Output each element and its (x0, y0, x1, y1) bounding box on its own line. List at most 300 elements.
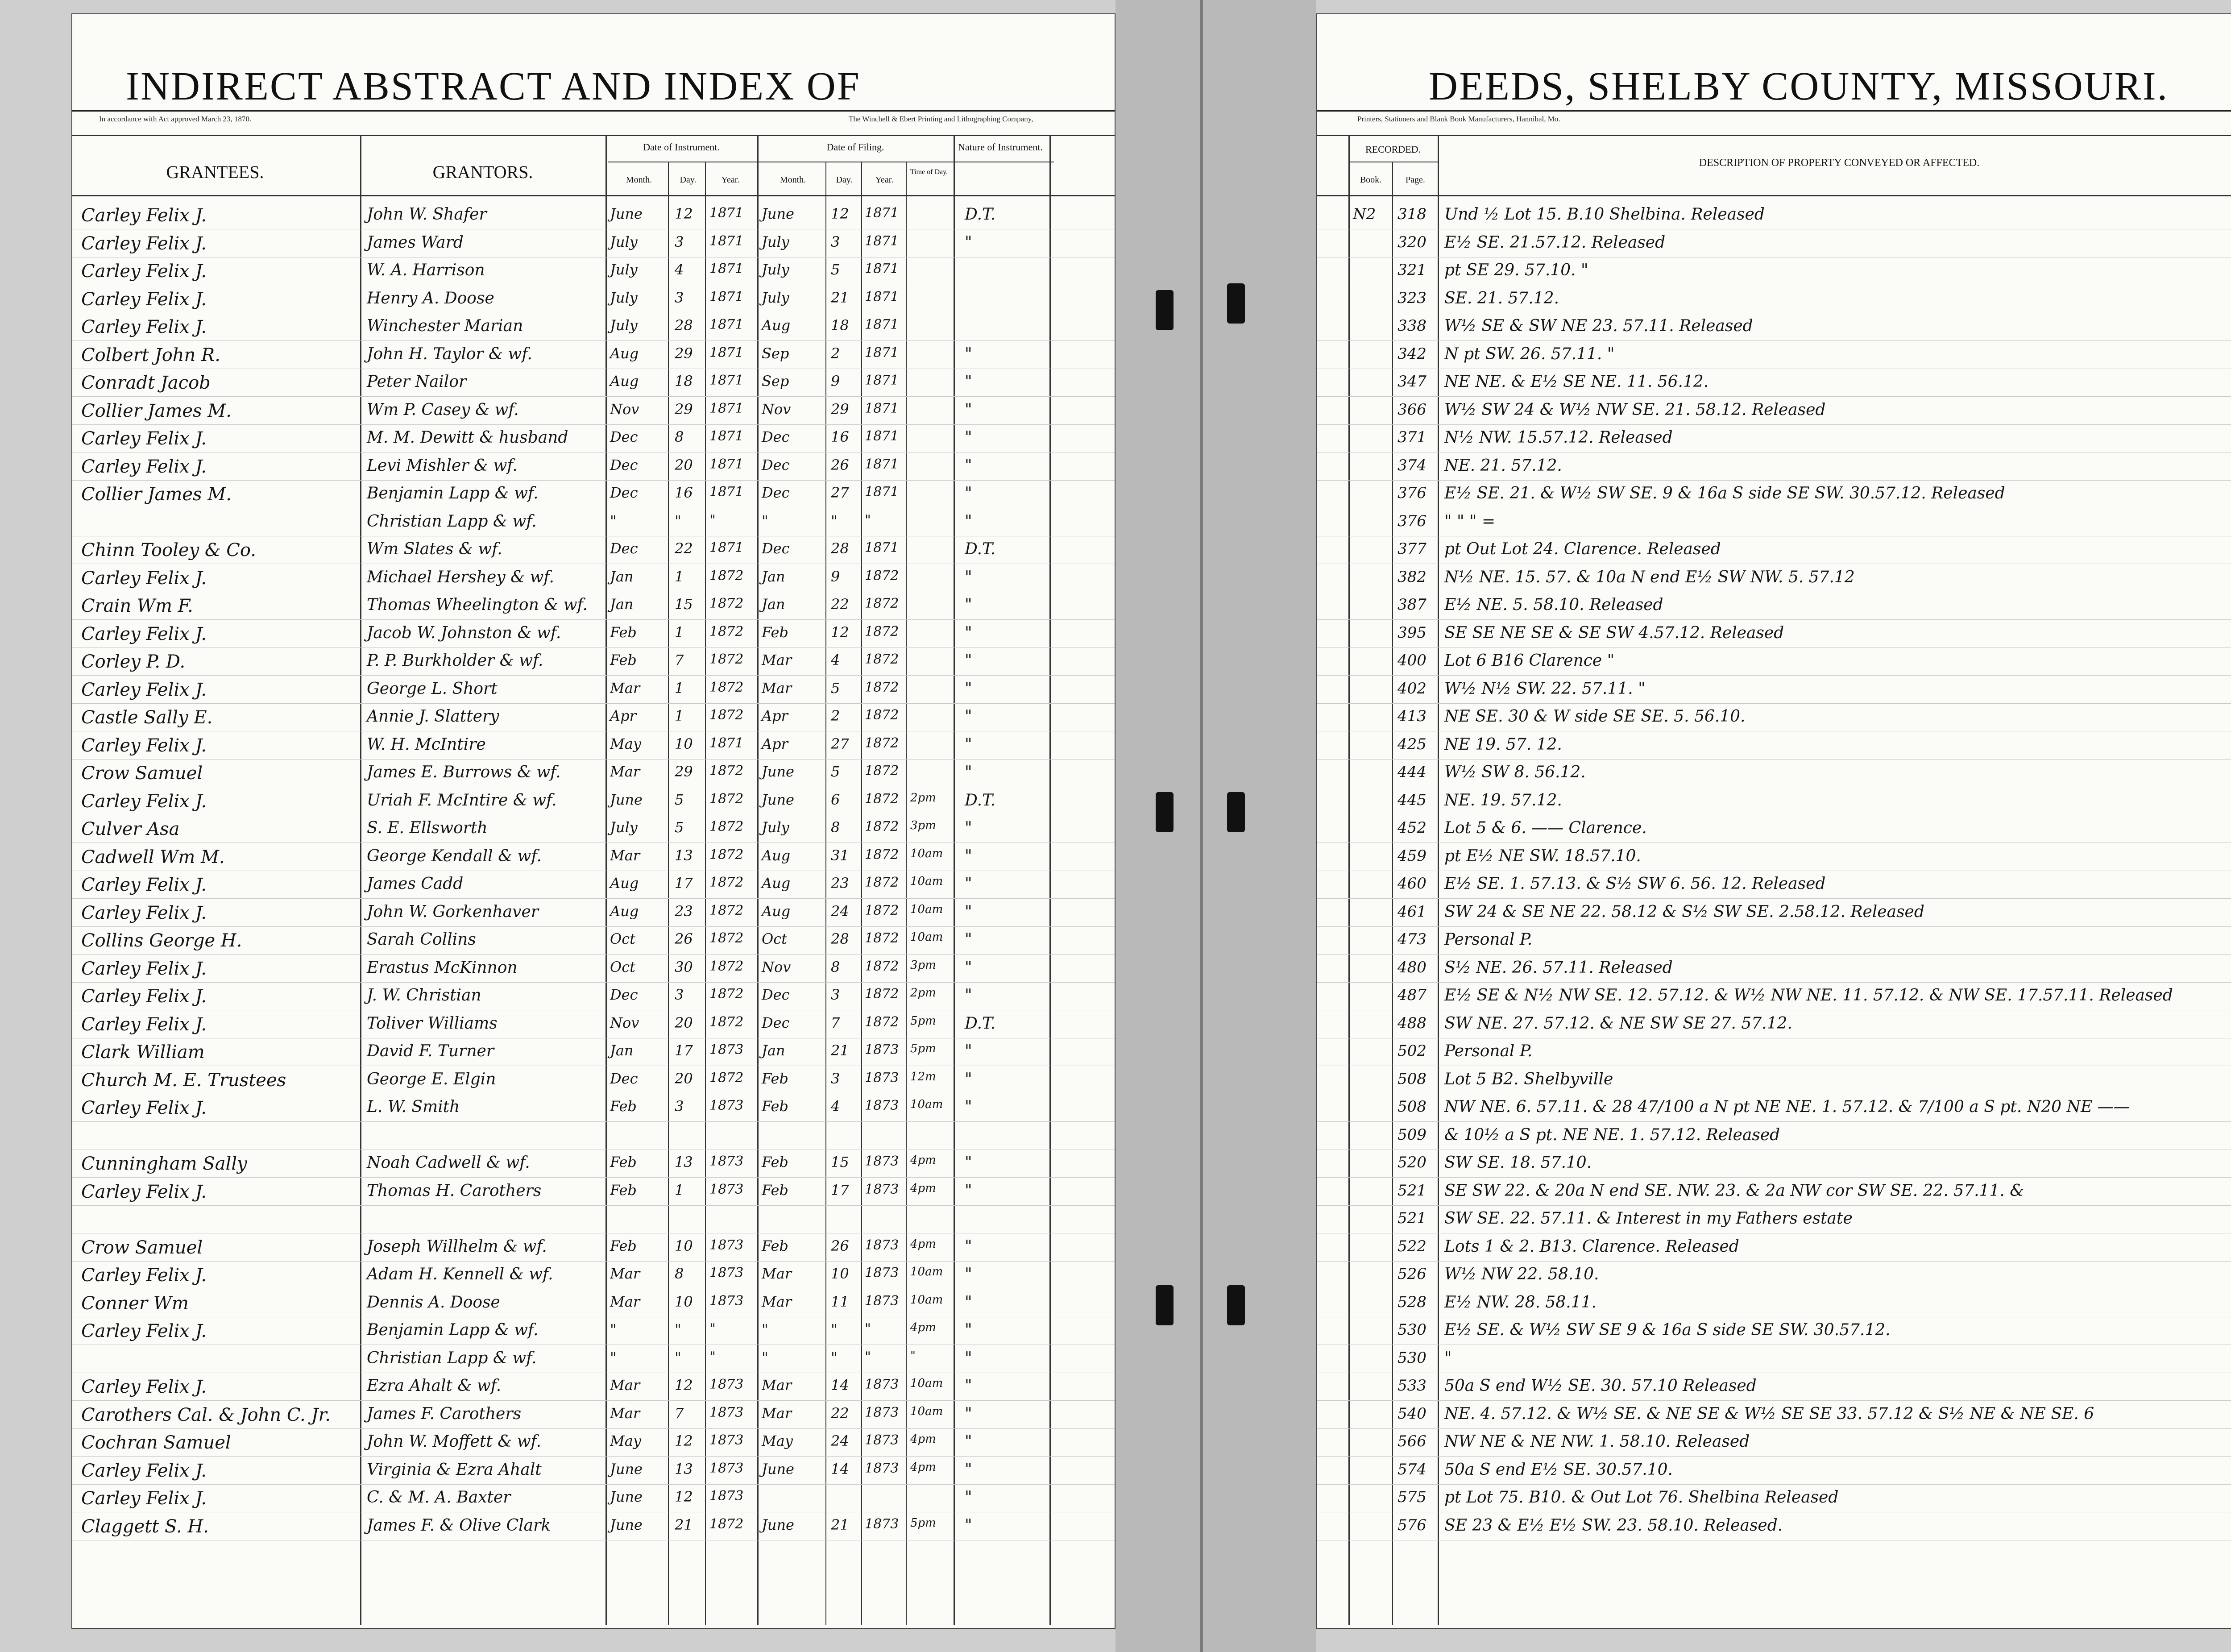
description-cell: SE 23 & E½ E½ SW. 23. 58.10. Released. (1444, 1516, 1783, 1535)
grantee-cell: Corley P. D. (81, 652, 186, 672)
instrument-day-cell: 3 (675, 986, 684, 1003)
page-cell: 402 (1397, 679, 1427, 697)
grantor-cell: John H. Taylor & wf. (367, 345, 532, 363)
description-cell: Lots 1 & 2. B13. Clarence. Released (1444, 1237, 1739, 1256)
filing-month-cell: Feb (762, 623, 788, 641)
grantor-cell: Thomas Wheelington & wf. (367, 596, 588, 614)
filing-day-cell: 3 (831, 986, 840, 1003)
grantee-cell: Crow Samuel (81, 763, 203, 784)
grantee-cell: Carley Felix J. (81, 1098, 207, 1118)
description-cell: SE SE NE SE & SE SW 4.57.12. Released (1444, 623, 1784, 642)
nature-cell: " (965, 596, 972, 614)
printer-note: The Winchell & Ebert Printing and Lithographing Company, (849, 115, 1033, 123)
grantee-cell: Chinn Tooley & Co. (81, 540, 256, 560)
inst-year-header: Year. (721, 175, 740, 185)
filing-year-cell: 1873 (865, 1181, 899, 1197)
nature-cell: D.T. (965, 205, 996, 224)
left-title-band (72, 14, 1115, 112)
instrument-year-cell: 1872 (709, 707, 744, 723)
left-ledger-row (72, 481, 1115, 508)
page-cell: 425 (1397, 735, 1427, 753)
filing-month-cell: Apr (762, 735, 788, 752)
instrument-year-cell: 1872 (709, 958, 744, 974)
grantee-cell: Conner Wm (81, 1293, 189, 1314)
nature-cell: " (965, 1237, 972, 1256)
instrument-day-cell: 26 (675, 930, 693, 947)
right-ledger-row (1317, 927, 2231, 955)
nature-cell: " (965, 1042, 972, 1060)
instrument-month-cell: Mar (610, 763, 640, 780)
right-ledger-row (1317, 1290, 2231, 1317)
nature-cell: " (965, 233, 972, 252)
grantee-cell: Crow Samuel (81, 1237, 203, 1258)
left-ledger-row (72, 369, 1115, 397)
binding-hole (1227, 1285, 1245, 1325)
grantor-cell: Benjamin Lapp & wf. (367, 1321, 539, 1339)
page-cell: 413 (1397, 707, 1427, 725)
nature-cell: " (965, 568, 972, 586)
description-cell: NE. 4. 57.12. & W½ SE. & NE SE & W½ SE SE 33. 57.12 & S½ NE & NE SE. 6 (1444, 1404, 2094, 1423)
instrument-year-cell: 1873 (709, 1265, 744, 1281)
page-cell: 318 (1397, 205, 1427, 223)
filing-month-cell: June (762, 1516, 794, 1533)
description-cell: NE NE. & E½ SE NE. 11. 56.12. (1444, 373, 1709, 391)
filing-month-cell: July (762, 289, 789, 306)
right-ledger-row (1317, 1206, 2231, 1233)
instrument-day-cell: 29 (675, 763, 693, 780)
right-ledger-row (1317, 1485, 2231, 1512)
nature-cell: " (965, 1488, 972, 1507)
page-cell: 488 (1397, 1014, 1427, 1032)
instrument-month-cell: Dec (610, 428, 638, 445)
page-cell: 528 (1397, 1293, 1427, 1311)
instrument-day-cell: 17 (675, 1042, 693, 1059)
description-cell: " " " = (1444, 512, 1496, 531)
left-ledger-row (72, 1150, 1115, 1178)
page-cell: 382 (1397, 568, 1427, 586)
instrument-month-cell: May (610, 735, 641, 752)
instrument-month-cell: June (610, 791, 643, 808)
page-cell: 460 (1397, 875, 1427, 892)
grantee-cell: Carley Felix J. (81, 289, 207, 310)
page-cell: 321 (1397, 261, 1427, 279)
grantor-cell: Erastus McKinnon (367, 958, 518, 977)
grantee-cell: Carley Felix J. (81, 1181, 207, 1202)
instrument-year-cell: 1872 (709, 819, 744, 834)
description-cell: SE. 21. 57.12. (1444, 289, 1559, 307)
grantor-cell: Uriah F. McIntire & wf. (367, 791, 557, 809)
filing-month-cell: Aug (762, 902, 791, 920)
left-ledger-row (72, 1457, 1115, 1485)
page-cell: 508 (1397, 1070, 1427, 1088)
nature-cell: " (965, 707, 972, 726)
instrument-year-cell: 1871 (709, 317, 744, 332)
binding-hole (1156, 290, 1174, 330)
filing-day-cell: 15 (831, 1154, 849, 1171)
grantee-cell: Carley Felix J. (81, 623, 207, 644)
filing-month-cell: Feb (762, 1181, 788, 1199)
instrument-year-cell: 1872 (709, 902, 744, 918)
filing-month-cell: Feb (762, 1070, 788, 1087)
time-of-day-cell: 10am (910, 875, 943, 888)
right-page-title: DEEDS, SHELBY COUNTY, MISSOURI. (1429, 64, 2169, 108)
time-of-day-cell: 4pm (910, 1154, 936, 1167)
filing-day-cell: 9 (831, 568, 840, 585)
instrument-day-cell: " (675, 1349, 681, 1366)
instrument-year-cell: 1871 (709, 261, 744, 277)
page-cell: 387 (1397, 596, 1427, 614)
filing-year-cell: 1871 (865, 317, 899, 332)
right-ledger-row (1317, 1150, 2231, 1178)
right-ledger-row (1317, 257, 2231, 285)
left-ledger-row (72, 257, 1115, 285)
instrument-month-cell: Dec (610, 484, 638, 501)
filing-month-cell: Aug (762, 847, 791, 864)
filing-day-cell: 12 (831, 205, 849, 222)
instrument-year-cell: 1872 (709, 623, 744, 639)
filing-year-cell: " (865, 1349, 871, 1365)
instrument-year-cell: 1873 (709, 1181, 744, 1197)
right-ledger-row (1317, 202, 2231, 229)
grantee-cell: Carley Felix J. (81, 902, 207, 923)
date-filing-header: Date of Filing. (826, 141, 884, 153)
right-ledger-row (1317, 341, 2231, 369)
instrument-day-cell: 7 (675, 652, 684, 668)
nature-cell: " (965, 1181, 972, 1200)
grantee-cell: Carley Felix J. (81, 568, 207, 589)
grantee-cell: Carley Felix J. (81, 1014, 207, 1035)
instrument-month-cell: July (610, 233, 638, 250)
instrument-day-cell: 10 (675, 1237, 693, 1254)
page-cell: 487 (1397, 986, 1427, 1004)
instrument-day-cell: " (675, 1321, 681, 1338)
filing-year-cell: 1872 (865, 930, 899, 946)
instrument-year-cell: 1873 (709, 1432, 744, 1448)
nature-cell: " (965, 930, 972, 949)
instrument-day-cell: 17 (675, 875, 693, 892)
instrument-year-cell: 1873 (709, 1404, 744, 1420)
filing-month-cell: Dec (762, 484, 790, 501)
grantor-cell: Ezra Ahalt & wf. (367, 1377, 502, 1395)
right-ledger-row (1317, 369, 2231, 397)
instrument-month-cell: June (610, 1488, 643, 1505)
instrument-month-cell: Feb (610, 1181, 637, 1199)
instrument-day-cell: 10 (675, 735, 693, 752)
instrument-month-cell: Feb (610, 1154, 637, 1171)
grantor-cell: P. P. Burkholder & wf. (367, 652, 543, 670)
filing-month-cell: Mar (762, 652, 792, 668)
nature-cell: " (965, 1070, 972, 1088)
right-ledger-row (1317, 1262, 2231, 1289)
right-ledger-row (1317, 1373, 2231, 1401)
grantor-cell: Dennis A. Doose (367, 1293, 500, 1312)
header-bottom-rule (1317, 195, 2231, 196)
grantor-cell: James E. Burrows & wf. (367, 763, 561, 781)
page-cell: 371 (1397, 428, 1427, 446)
instrument-month-cell: Aug (610, 875, 639, 892)
right-ledger-row (1317, 899, 2231, 927)
nature-cell: " (965, 735, 972, 754)
right-ledger-row (1317, 760, 2231, 787)
grantor-cell: L. W. Smith (367, 1098, 460, 1116)
left-ledger-row (72, 1262, 1115, 1289)
grantee-cell: Crain Wm F. (81, 596, 193, 616)
filing-month-cell: " (762, 1349, 768, 1366)
right-ledger-row (1317, 676, 2231, 704)
instrument-month-cell: July (610, 819, 638, 836)
page-cell: 521 (1397, 1209, 1427, 1227)
grantors-header: GRANTORS. (432, 162, 533, 182)
filing-day-cell: 22 (831, 1404, 849, 1422)
instrument-day-cell: 1 (675, 679, 684, 697)
right-ledger-row (1317, 565, 2231, 592)
grantee-cell: Collins George H. (81, 930, 242, 951)
instrument-month-cell: Mar (610, 847, 640, 864)
instrument-year-cell: 1872 (709, 763, 744, 779)
instrument-month-cell: Feb (610, 623, 637, 641)
filing-day-cell: 28 (831, 930, 849, 947)
grantee-cell: Cochran Samuel (81, 1432, 231, 1453)
description-cell: 50a S end E½ SE. 30.57.10. (1444, 1460, 1673, 1479)
description-cell: NE. 21. 57.12. (1444, 456, 1562, 475)
description-cell: SE SW 22. & 20a N end SE. NW. 23. & 2a NW cor SW SE. 22. 57.11. & (1444, 1181, 2024, 1200)
instrument-day-cell: 12 (675, 1488, 693, 1505)
grantee-cell: Carley Felix J. (81, 1488, 207, 1509)
left-ledger-row (72, 788, 1115, 815)
book-header: Book. (1360, 175, 1382, 185)
instrument-day-cell: 18 (675, 373, 693, 390)
grantor-cell: Michael Hershey & wf. (367, 568, 554, 586)
right-ledger-row (1317, 286, 2231, 313)
grantor-cell: C. & M. A. Baxter (367, 1488, 511, 1507)
filing-month-cell: Dec (762, 540, 790, 557)
filing-day-cell: 2 (831, 345, 840, 362)
left-ledger-row (72, 620, 1115, 648)
nature-cell: " (965, 819, 972, 837)
filing-year-cell: 1871 (865, 205, 899, 221)
right-ledger-row (1317, 1067, 2231, 1094)
grantor-cell: James F. & Olive Clark (367, 1516, 551, 1535)
filing-year-cell: 1871 (865, 540, 899, 556)
right-ledger-row (1317, 1234, 2231, 1262)
nature-cell: " (965, 345, 972, 363)
instrument-month-cell: Oct (610, 958, 636, 975)
nature-cell: " (965, 1154, 972, 1172)
filing-day-cell: 22 (831, 596, 849, 613)
left-ledger-row (72, 536, 1115, 564)
filing-year-cell: 1873 (865, 1098, 899, 1113)
instrument-month-cell: July (610, 317, 638, 334)
instrument-year-cell: 1871 (709, 456, 744, 472)
filing-year-cell: 1872 (865, 596, 899, 611)
page-cell: 459 (1397, 847, 1427, 865)
instrument-month-cell: " (610, 1321, 617, 1338)
instrument-year-cell: 1871 (709, 735, 744, 751)
recorded-header: RECORDED. (1365, 144, 1421, 155)
description-cell: Lot 6 B16 Clarence " (1444, 652, 1615, 670)
instrument-year-cell: 1872 (709, 930, 744, 946)
grantee-cell: Carley Felix J. (81, 875, 207, 895)
header-bottom-rule (72, 195, 1115, 196)
grantor-cell: Annie J. Slattery (367, 707, 499, 726)
page-cell: 530 (1397, 1321, 1427, 1339)
gutter-crease (1200, 0, 1203, 1652)
grantee-cell: Carley Felix J. (81, 428, 207, 449)
filing-year-cell: 1872 (865, 679, 899, 695)
nature-cell: " (965, 623, 972, 642)
right-ledger-row (1317, 1513, 2231, 1540)
page-cell: 376 (1397, 512, 1427, 530)
left-ledger-row (72, 1067, 1115, 1094)
filing-day-cell: 11 (831, 1293, 849, 1310)
left-ledger-row (72, 1429, 1115, 1457)
grantor-cell: M. M. Dewitt & husband (367, 428, 568, 447)
description-header: DESCRIPTION OF PROPERTY CONVEYED OR AFFECTED. (1699, 157, 1980, 169)
instrument-day-cell: 28 (675, 317, 693, 334)
instrument-day-cell: 1 (675, 707, 684, 724)
filing-month-cell: Aug (762, 875, 791, 892)
right-title-band (1317, 14, 2231, 112)
grantor-cell: J. W. Christian (367, 986, 481, 1004)
grantor-cell: James Ward (367, 233, 464, 252)
description-cell: N½ NW. 15.57.12. Released (1444, 428, 1673, 447)
date-instrument-header: Date of Instrument. (643, 141, 720, 153)
time-of-day-cell: 10am (910, 1265, 943, 1278)
time-of-day-header: Time of Day. (910, 168, 948, 176)
filing-year-cell: 1872 (865, 652, 899, 667)
description-cell: W½ SW 8. 56.12. (1444, 763, 1586, 781)
instrument-year-cell: 1872 (709, 652, 744, 667)
grantor-cell: James Cadd (367, 875, 464, 893)
filing-year-cell: 1871 (865, 261, 899, 277)
nature-cell: " (965, 1293, 972, 1312)
left-ledger-row (72, 286, 1115, 313)
right-ledger-row (1317, 871, 2231, 899)
left-ledger-row (72, 732, 1115, 760)
filing-year-cell: 1873 (865, 1042, 899, 1058)
filing-day-cell: 26 (831, 1237, 849, 1254)
filing-month-cell: Mar (762, 1404, 792, 1422)
grantor-cell: John W. Shafer (367, 205, 487, 224)
grantee-cell: Carothers Cal. & John C. Jr. (81, 1404, 331, 1425)
nature-cell: " (965, 847, 972, 865)
filing-year-cell: 1872 (865, 847, 899, 863)
time-of-day-cell: 2pm (910, 986, 936, 1000)
nature-cell: " (965, 902, 972, 921)
nature-cell: " (965, 1349, 972, 1367)
instrument-day-cell: 29 (675, 345, 693, 362)
grantor-cell: Winchester Marian (367, 317, 523, 335)
filing-day-cell: 10 (831, 1265, 849, 1282)
filing-year-cell: 1872 (865, 986, 899, 1002)
time-of-day-cell: 2pm (910, 791, 936, 805)
page-cell: 522 (1397, 1237, 1427, 1255)
filing-year-cell: 1872 (865, 819, 899, 834)
filing-day-cell: 6 (831, 791, 840, 808)
nature-cell: " (965, 652, 972, 670)
filing-day-cell: 8 (831, 958, 840, 975)
left-ledger-row (72, 955, 1115, 983)
grantor-cell: George Kendall & wf. (367, 847, 542, 865)
time-of-day-cell: 10am (910, 902, 943, 916)
filing-year-cell: 1872 (865, 735, 899, 751)
left-ledger-row (72, 648, 1115, 676)
instrument-day-cell: " (675, 512, 681, 529)
time-of-day-cell: 4pm (910, 1181, 936, 1195)
instrument-month-cell: Aug (610, 373, 639, 390)
filing-day-cell: 23 (831, 875, 849, 892)
grantor-cell: Levi Mishler & wf. (367, 456, 518, 475)
nature-cell: " (965, 1265, 972, 1283)
right-ledger-row (1317, 230, 2231, 257)
right-ledger-row (1317, 1178, 2231, 1206)
page-cell: 575 (1397, 1488, 1427, 1506)
instrument-month-cell: June (610, 1516, 643, 1533)
instrument-month-cell: Jan (610, 596, 634, 613)
instrument-year-cell: " (709, 1349, 716, 1365)
instrument-month-cell: July (610, 261, 638, 278)
nature-cell: " (965, 986, 972, 1004)
grantor-cell: Virginia & Ezra Ahalt (367, 1460, 542, 1479)
grantor-cell: Toliver Williams (367, 1014, 498, 1033)
instrument-year-cell: 1872 (709, 791, 744, 807)
grantee-cell: Colbert John R. (81, 345, 220, 365)
grantor-cell: George E. Elgin (367, 1070, 496, 1088)
filing-month-cell: " (762, 512, 768, 529)
instrument-year-cell: 1871 (709, 205, 744, 221)
filing-day-cell: " (831, 1349, 838, 1366)
filing-day-cell: 21 (831, 1042, 849, 1059)
filing-year-cell: 1872 (865, 763, 899, 779)
filing-month-cell: Mar (762, 1293, 792, 1310)
instrument-year-cell: 1871 (709, 400, 744, 416)
instrument-day-cell: 20 (675, 1014, 693, 1031)
description-cell: pt E½ NE SW. 18.57.10. (1444, 847, 1641, 865)
nature-cell: " (965, 428, 972, 447)
left-ledger-row (72, 1401, 1115, 1429)
instrument-month-cell: Feb (610, 652, 637, 668)
instrument-day-cell: 3 (675, 233, 684, 250)
instrument-year-cell: 1872 (709, 1516, 744, 1532)
right-ledger-row (1317, 509, 2231, 536)
description-cell: E½ SE. 21.57.12. Released (1444, 233, 1666, 252)
filing-year-cell: 1872 (865, 958, 899, 974)
page-cell: 452 (1397, 819, 1427, 837)
grantee-cell: Carley Felix J. (81, 261, 207, 282)
grantor-cell: Christian Lapp & wf. (367, 1349, 537, 1367)
right-ledger-row (1317, 536, 2231, 564)
page-cell: 377 (1397, 540, 1427, 558)
instrument-day-cell: 21 (675, 1516, 693, 1533)
grantee-cell: Carley Felix J. (81, 1460, 207, 1481)
filing-month-cell: Mar (762, 1265, 792, 1282)
grantor-cell: David F. Turner (367, 1042, 494, 1060)
nature-cell: " (965, 1098, 972, 1116)
left-ledger-row (72, 565, 1115, 592)
filing-year-cell: " (865, 1321, 871, 1337)
instrument-day-cell: 13 (675, 1460, 693, 1478)
instrument-month-cell: " (610, 1349, 617, 1366)
grantee-cell: Cadwell Wm M. (81, 847, 225, 868)
right-ledger-row (1317, 1457, 2231, 1485)
time-of-day-cell: 10am (910, 1293, 943, 1307)
filing-month-cell: July (762, 819, 789, 836)
description-cell: Personal P. (1444, 1042, 1533, 1060)
filing-year-cell: 1872 (865, 902, 899, 918)
page-cell: 521 (1397, 1181, 1427, 1200)
right-ledger-row (1317, 453, 2231, 481)
nature-cell: " (965, 958, 972, 977)
